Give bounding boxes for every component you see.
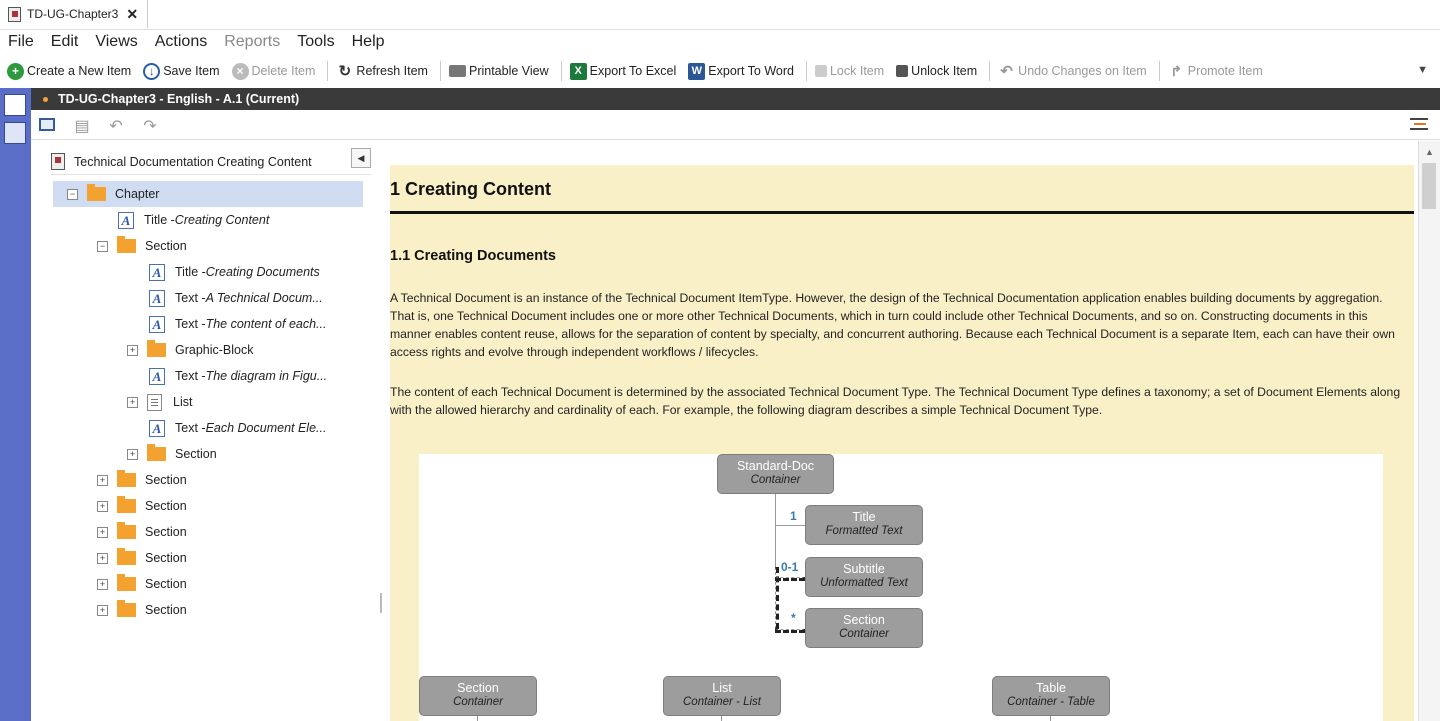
tree-node-label: Title - (144, 213, 175, 227)
connector-line (477, 716, 478, 721)
lock-icon (815, 65, 827, 77)
delete-icon: × (232, 63, 249, 80)
diagram-node-title-text: Subtitle (843, 562, 885, 576)
refresh-item-label: Refresh Item (356, 64, 428, 78)
diagram-node-subtitle (805, 557, 923, 597)
delete-item-button[interactable] (232, 63, 316, 80)
item-title: TD-UG-Chapter3 - English - A.1 (Current) (58, 92, 300, 106)
diagram-node-subtitle: Formatted Text (825, 525, 903, 537)
structure-pane (31, 141, 381, 721)
diagram-node-subtitle: Unformatted Text (820, 577, 908, 589)
diagram-node-list (663, 676, 781, 716)
collapse-toggle[interactable]: − (97, 241, 108, 252)
export-excel-button[interactable] (570, 63, 677, 80)
export-word-label: Export To Word (708, 64, 794, 78)
tree-node-text[interactable] (53, 285, 363, 311)
export-word-button[interactable] (688, 63, 794, 80)
expand-toggle[interactable]: + (97, 501, 108, 512)
close-icon[interactable]: ✕ (126, 5, 139, 22)
tree-node-section[interactable] (53, 519, 363, 545)
tree-node-label: Section (145, 603, 187, 617)
tree-node-label: Chapter (115, 187, 160, 201)
folder-icon (117, 239, 136, 253)
delete-item-label: Delete Item (251, 64, 316, 78)
structure-tree (53, 181, 363, 623)
unlock-icon (896, 65, 908, 77)
tree-node-label: Section (145, 577, 187, 591)
unlock-item-label: Unlock Item (911, 64, 978, 78)
word-icon: W (688, 63, 705, 80)
tree-node-section[interactable] (53, 545, 363, 571)
connector-line (775, 577, 805, 581)
modified-indicator-icon (43, 97, 48, 102)
promote-item-button[interactable] (1168, 63, 1263, 80)
create-item-button[interactable] (7, 63, 131, 80)
expand-toggle[interactable]: + (97, 579, 108, 590)
tree-node-section[interactable] (53, 597, 363, 623)
section-heading: 1.1 Creating Documents (390, 248, 556, 264)
tab-title: TD-UG-Chapter3 (27, 7, 119, 21)
tree-node-detail: Each Document Ele... (205, 421, 327, 435)
expand-toggle[interactable]: + (127, 449, 138, 460)
toolbar-overflow-chevron-down-icon[interactable]: ▼ (1417, 64, 1428, 76)
formatted-text-icon: A (149, 290, 165, 307)
collapse-toggle[interactable]: − (67, 189, 78, 200)
expand-toggle[interactable]: + (127, 345, 138, 356)
document-type-diagram (419, 454, 1383, 721)
printer-icon (449, 65, 466, 77)
left-sidebar (0, 88, 31, 721)
tab-bar (0, 0, 1440, 30)
menu-edit[interactable]: Edit (50, 33, 79, 50)
tree-node-label: Section (145, 499, 187, 513)
tree-node-section[interactable] (53, 233, 363, 259)
diagram-node-title-text: Title (852, 510, 876, 524)
promote-icon: ↱ (1170, 62, 1183, 79)
tree-node-detail: The diagram in Figu... (205, 369, 328, 383)
plus-icon: + (7, 63, 24, 80)
cardinality-label: 1 (790, 509, 797, 523)
toolbar-separator (327, 61, 328, 81)
toolbar-separator (1159, 61, 1160, 81)
diagram-node-title-text: Section (457, 681, 499, 695)
cardinality-label: 0-1 (781, 560, 799, 574)
menu-views[interactable]: Views (95, 33, 138, 50)
tree-node-label: Text - (175, 369, 206, 383)
tree-node-list[interactable] (53, 389, 363, 415)
tree-node-graphic-block[interactable] (53, 337, 363, 363)
refresh-item-button[interactable] (336, 63, 428, 80)
scrollbar-thumb[interactable] (1422, 163, 1436, 209)
tree-node-label: List (173, 395, 193, 409)
expand-toggle[interactable]: + (97, 475, 108, 486)
toolbar-separator (989, 61, 990, 81)
heading-rule (390, 211, 1414, 214)
options-menu-icon[interactable] (1410, 118, 1428, 133)
menu-file[interactable]: File (8, 33, 34, 50)
diagram-node-subtitle: Container (839, 628, 889, 640)
save-item-button[interactable] (143, 63, 219, 80)
toolbar-separator (440, 61, 441, 81)
expand-toggle[interactable]: + (127, 397, 138, 408)
folder-icon (117, 603, 136, 617)
tree-node-detail: The content of each... (205, 317, 327, 331)
diagram-node-title: Standard-Doc (736, 459, 815, 473)
collapse-pane-button[interactable]: ◀ (351, 148, 371, 168)
tree-node-label: Section (145, 525, 187, 539)
vertical-scrollbar[interactable] (1418, 141, 1440, 721)
formatted-text-icon: A (149, 264, 165, 281)
diagram-node-title-text: Section (843, 613, 885, 627)
formatted-text-icon: A (118, 212, 134, 229)
diagram-node-subtitle: Container - List (683, 696, 761, 708)
main-toolbar (0, 56, 1440, 86)
undo-icon: ↶ (1000, 62, 1013, 80)
diagram-node-section (805, 608, 923, 648)
lock-item-button[interactable] (815, 64, 884, 78)
connector-line (775, 629, 805, 633)
item-title-bar (31, 88, 1440, 110)
document-icon (51, 153, 65, 170)
tree-node-label: Section (175, 447, 217, 461)
undo-changes-label: Undo Changes on Item (1018, 64, 1147, 78)
paragraph[interactable]: The content of each Technical Document is determined by the associated Technical Document Type. The Technical Document Type defines a taxonomy; a set of Document Elements along with the allowed hierarchy and cardinality of each. For example, the following diagram describes a simple Technical Document Type. (390, 385, 1401, 417)
lock-item-label: Lock Item (829, 64, 885, 78)
diagram-node-title (805, 505, 923, 545)
connector-line (1050, 716, 1051, 721)
structure-header (51, 149, 371, 175)
tree-node-section[interactable] (53, 493, 363, 519)
tree-node-text[interactable] (53, 415, 363, 441)
menu-reports[interactable]: Reports (224, 33, 281, 50)
folder-icon (147, 343, 166, 357)
folder-icon (117, 525, 136, 539)
folder-icon (147, 447, 166, 461)
printable-view-label: Printable View (468, 64, 549, 78)
diagram-node-subtitle: Container (750, 474, 801, 486)
document-icon[interactable]: ▤ (74, 118, 90, 135)
excel-icon: X (570, 63, 587, 80)
cardinality-label: * (791, 611, 796, 625)
diagram-node-subtitle: Container - Table (1007, 696, 1095, 708)
tree-node-label: Title - (175, 265, 206, 279)
diagram-node-title-text: List (712, 681, 732, 695)
folder-icon (117, 499, 136, 513)
menu-bar (0, 30, 1440, 54)
diagram-node-title-text: Table (1036, 681, 1066, 695)
monitor-icon[interactable] (39, 118, 55, 131)
create-item-label: Create a New Item (27, 64, 132, 78)
tree-node-label: Section (145, 239, 187, 253)
tree-node-title[interactable] (53, 259, 363, 285)
undo-changes-button[interactable] (998, 63, 1147, 80)
document-editor[interactable] (390, 165, 1414, 721)
paragraph[interactable]: A Technical Document is an instance of the Technical Document ItemType. However, the design of the Technical Documentation application enables building documents by aggregation. That is, one Technical Document includes one or more other Technical Documents, which in turn could include other Technical Documents, and so on. Constructing documents in this manner enables content reuse, allows for the separation of content by specialty, and concurrent authoring. Because each Technical Document is a separate Item, each can have their own access rights and evolve through independent workflows / lifecycles. (390, 291, 1395, 359)
menu-help[interactable]: Help (351, 33, 385, 50)
list-icon (147, 394, 162, 411)
refresh-icon: ↻ (338, 62, 352, 80)
tab-td-ug-chapter3[interactable] (0, 0, 148, 28)
tree-node-section[interactable] (53, 441, 363, 467)
connector-line (775, 494, 776, 567)
tree-node-label: Text - (175, 291, 206, 305)
save-item-label: Save Item (163, 64, 220, 78)
connector-line (721, 716, 722, 721)
expand-toggle[interactable]: + (97, 553, 108, 564)
expand-toggle[interactable]: + (97, 605, 108, 616)
folder-icon (117, 577, 136, 591)
toolbar-separator (561, 61, 562, 81)
tree-node-label: Text - (175, 421, 206, 435)
chapter-heading: 1 Creating Content (390, 179, 552, 199)
structure-title: Technical Documentation Creating Content (74, 154, 312, 169)
diagram-node-standard-doc (717, 454, 834, 494)
undo-icon[interactable]: ↶ (109, 118, 123, 135)
printable-view-button[interactable] (449, 64, 549, 78)
tree-node-detail: Creating Content (174, 213, 270, 227)
formatted-text-icon: A (149, 420, 165, 437)
redo-icon[interactable]: ↷ (143, 118, 157, 135)
tree-node-section[interactable] (53, 571, 363, 597)
toolbar-separator (806, 61, 807, 81)
pane-splitter[interactable] (380, 593, 382, 613)
formatted-text-icon: A (149, 316, 165, 333)
tree-node-section[interactable] (53, 467, 363, 493)
editor-toolbar (31, 110, 1440, 140)
diagram-node-subtitle: Container (453, 696, 503, 708)
folder-icon (117, 551, 136, 565)
diagram-node-section (419, 676, 537, 716)
diagram-node-table (992, 676, 1110, 716)
tree-node-title[interactable] (53, 207, 363, 233)
save-icon: ↓ (143, 63, 160, 80)
menu-actions[interactable]: Actions (154, 33, 208, 50)
tree-node-label: Text - (175, 317, 206, 331)
unlock-item-button[interactable] (896, 64, 977, 78)
connector-line (775, 525, 805, 526)
sidebar-layout-icon[interactable] (4, 94, 26, 116)
scroll-up-icon[interactable]: ▲ (1425, 147, 1434, 157)
expand-toggle[interactable]: + (97, 527, 108, 538)
document-icon (8, 7, 21, 22)
tree-node-text[interactable] (53, 363, 363, 389)
tree-node-label: Graphic-Block (175, 343, 254, 357)
folder-icon (87, 187, 106, 201)
tree-node-detail: Creating Documents (205, 265, 320, 279)
promote-item-label: Promote Item (1187, 64, 1263, 78)
tree-node-detail: A Technical Docum... (205, 291, 323, 305)
formatted-text-icon: A (149, 368, 165, 385)
folder-icon (117, 473, 136, 487)
export-excel-label: Export To Excel (589, 64, 677, 78)
tree-node-label: Section (145, 473, 187, 487)
sidebar-edit-document-icon[interactable] (4, 122, 26, 144)
menu-tools[interactable]: Tools (297, 33, 335, 50)
tree-node-label: Section (145, 551, 187, 565)
tree-node-chapter[interactable] (53, 181, 363, 207)
tree-node-text[interactable] (53, 311, 363, 337)
